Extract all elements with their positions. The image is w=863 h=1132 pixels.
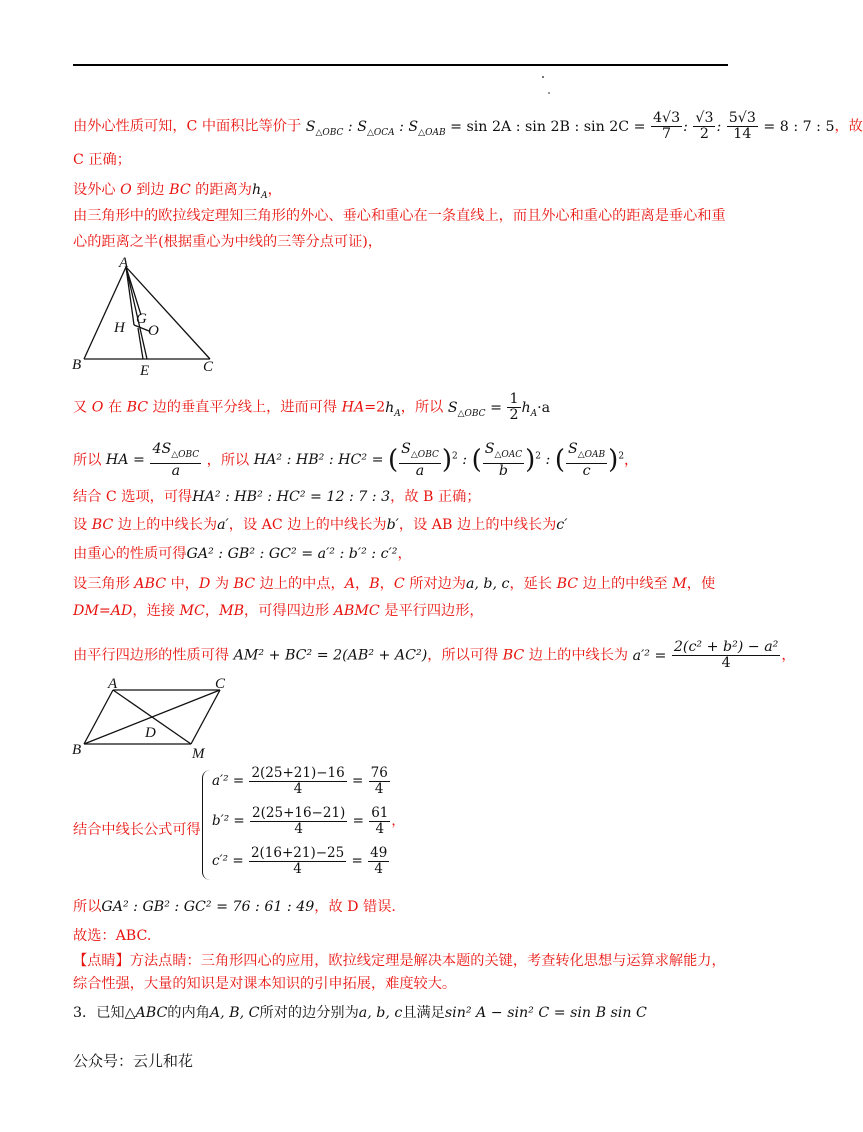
label-d: D — [145, 725, 156, 741]
label-h: H — [114, 320, 125, 336]
text-line-10: 由重心的性质可得GA² : GB² : GC² = a′² : b′² : c′²， — [73, 546, 412, 562]
label-b: B — [72, 742, 82, 758]
equation-row: b′² = $\frac{2(25+16-21)}{4}$ = $\frac{61}{4}$ ， — [212, 805, 405, 837]
text-line-8: 结合 C 选项，可得HA² : HB² : HC² = 12 : 7 : 3，故 B 正确； — [73, 489, 481, 505]
text-line-2: C 正确； — [73, 152, 131, 168]
text-line-13: 由平行四边形的性质可得 AM² + BC² = 2(AB² + AC²)，所以可得 BC 边上的中线长为 a′² = $\frac{\text{2(c² + b²) − a²}}{4}$ ， — [73, 639, 796, 671]
parallelogram-figure — [70, 674, 240, 762]
triangle-figure — [70, 255, 230, 380]
text-line-18: 综合性强，大量的知识是对课本知识的引申拓展，难度较大。 — [73, 976, 457, 992]
area-ratio: $S_{\triangle OBC}$ : $S_{\triangle OCA}$ : $S_{\triangle OAB} = \sin 2A$ : sin 2B : sin 2C = $\frac{4√3}{7}$ : $\frac{√3}{2}$ : $\frac{5√3}{14}$ = 8 : 7 : 5 — [305, 110, 835, 142]
text-line-7: 所以 HA = $\frac{4S_{\triangle OBC}}{a}$ ，所以 HA² : HB² : HC² = ( $\frac{S_{\triangle OBC}}{a}$ )$^2$ : ( $\frac{S_{\triangle OAC}}{b}$ )$^2$ : ( $\frac{S_{\triangle OAB}}{c}$ )$^2$， — [73, 441, 639, 479]
equation-row: a′² = $\frac{2(25+21)-16}{4}$ = $\frac{76}{4}$ — [212, 765, 388, 797]
text: 由外心性质可知，C 中面积比等价于 — [73, 118, 302, 135]
text: ，故 — [834, 118, 863, 135]
question-3: 3．已知△ABC的内角A, B, C所对的边分别为a, b, c且满足sin² A − sin² C = sin B sin C — [73, 1005, 647, 1021]
label-e: E — [140, 363, 150, 379]
label-c: C — [215, 676, 226, 692]
label-o: O — [148, 323, 159, 339]
text-line-17: 【点睛】方法点睛：三角形四心的应用，欧拉线定理是解决本题的关键，考查转化思想与运算求解能力， — [73, 953, 726, 969]
text-line-11: 设三角形 ABC 中，D 为 BC 边上的中点，A，B，C 所对边为a, b, c，延长 BC 边上的中线至 M，使 — [73, 576, 716, 592]
label-a: A — [108, 676, 118, 692]
label-a: A — [119, 255, 129, 271]
speck — [548, 92, 550, 94]
text-line-12: DM=AD，连接 MC，MB，可得四边形 ABMC 是平行四边形， — [73, 603, 484, 619]
brace — [202, 770, 211, 880]
text-line-16: 故选：ABC. — [73, 928, 152, 944]
text-line-5: 心的距离之半(根据重心为中线的三等分点可证)， — [73, 234, 383, 250]
text-line-9: 设 BC 边上的中线长为a′，设 AC 边上的中线长为b′，设 AB 边上的中线长为c′ — [73, 517, 568, 533]
top-rule — [73, 64, 728, 66]
text-line-15: 所以GA² : GB² : GC² = 76 : 61 : 49，故 D 错误. — [73, 899, 396, 915]
text-line-14: 结合中线长公式可得 — [73, 822, 201, 838]
equation-row: c′² = $\frac{2(16+21)-25}{4}$ = $\frac{49}{4}$ — [212, 845, 388, 877]
label-m: M — [192, 746, 205, 762]
label-g: G — [136, 311, 147, 327]
text-line-6: 又 O 在 BC 边的垂直平分线上，进而可得 $HA=2h_A$，所以 $S_{\triangle OBC}$ = $\frac{1}{2}$ $h_A\cdot a$ — [73, 391, 551, 423]
speck — [542, 76, 544, 78]
label-b: B — [72, 357, 82, 373]
text-line-1 — [73, 111, 863, 142]
text-line-3: 设外心 O 到边 BC 的距离为$h_A$， — [73, 182, 282, 201]
text-line-4: 由三角形中的欧拉线定理知三角形的外心、垂心和重心在一条直线上，而且外心和重心的距离是垂心和重 — [73, 208, 726, 224]
label-c: C — [203, 359, 214, 375]
footer-text: 公众号：云儿和花 — [73, 1052, 194, 1070]
